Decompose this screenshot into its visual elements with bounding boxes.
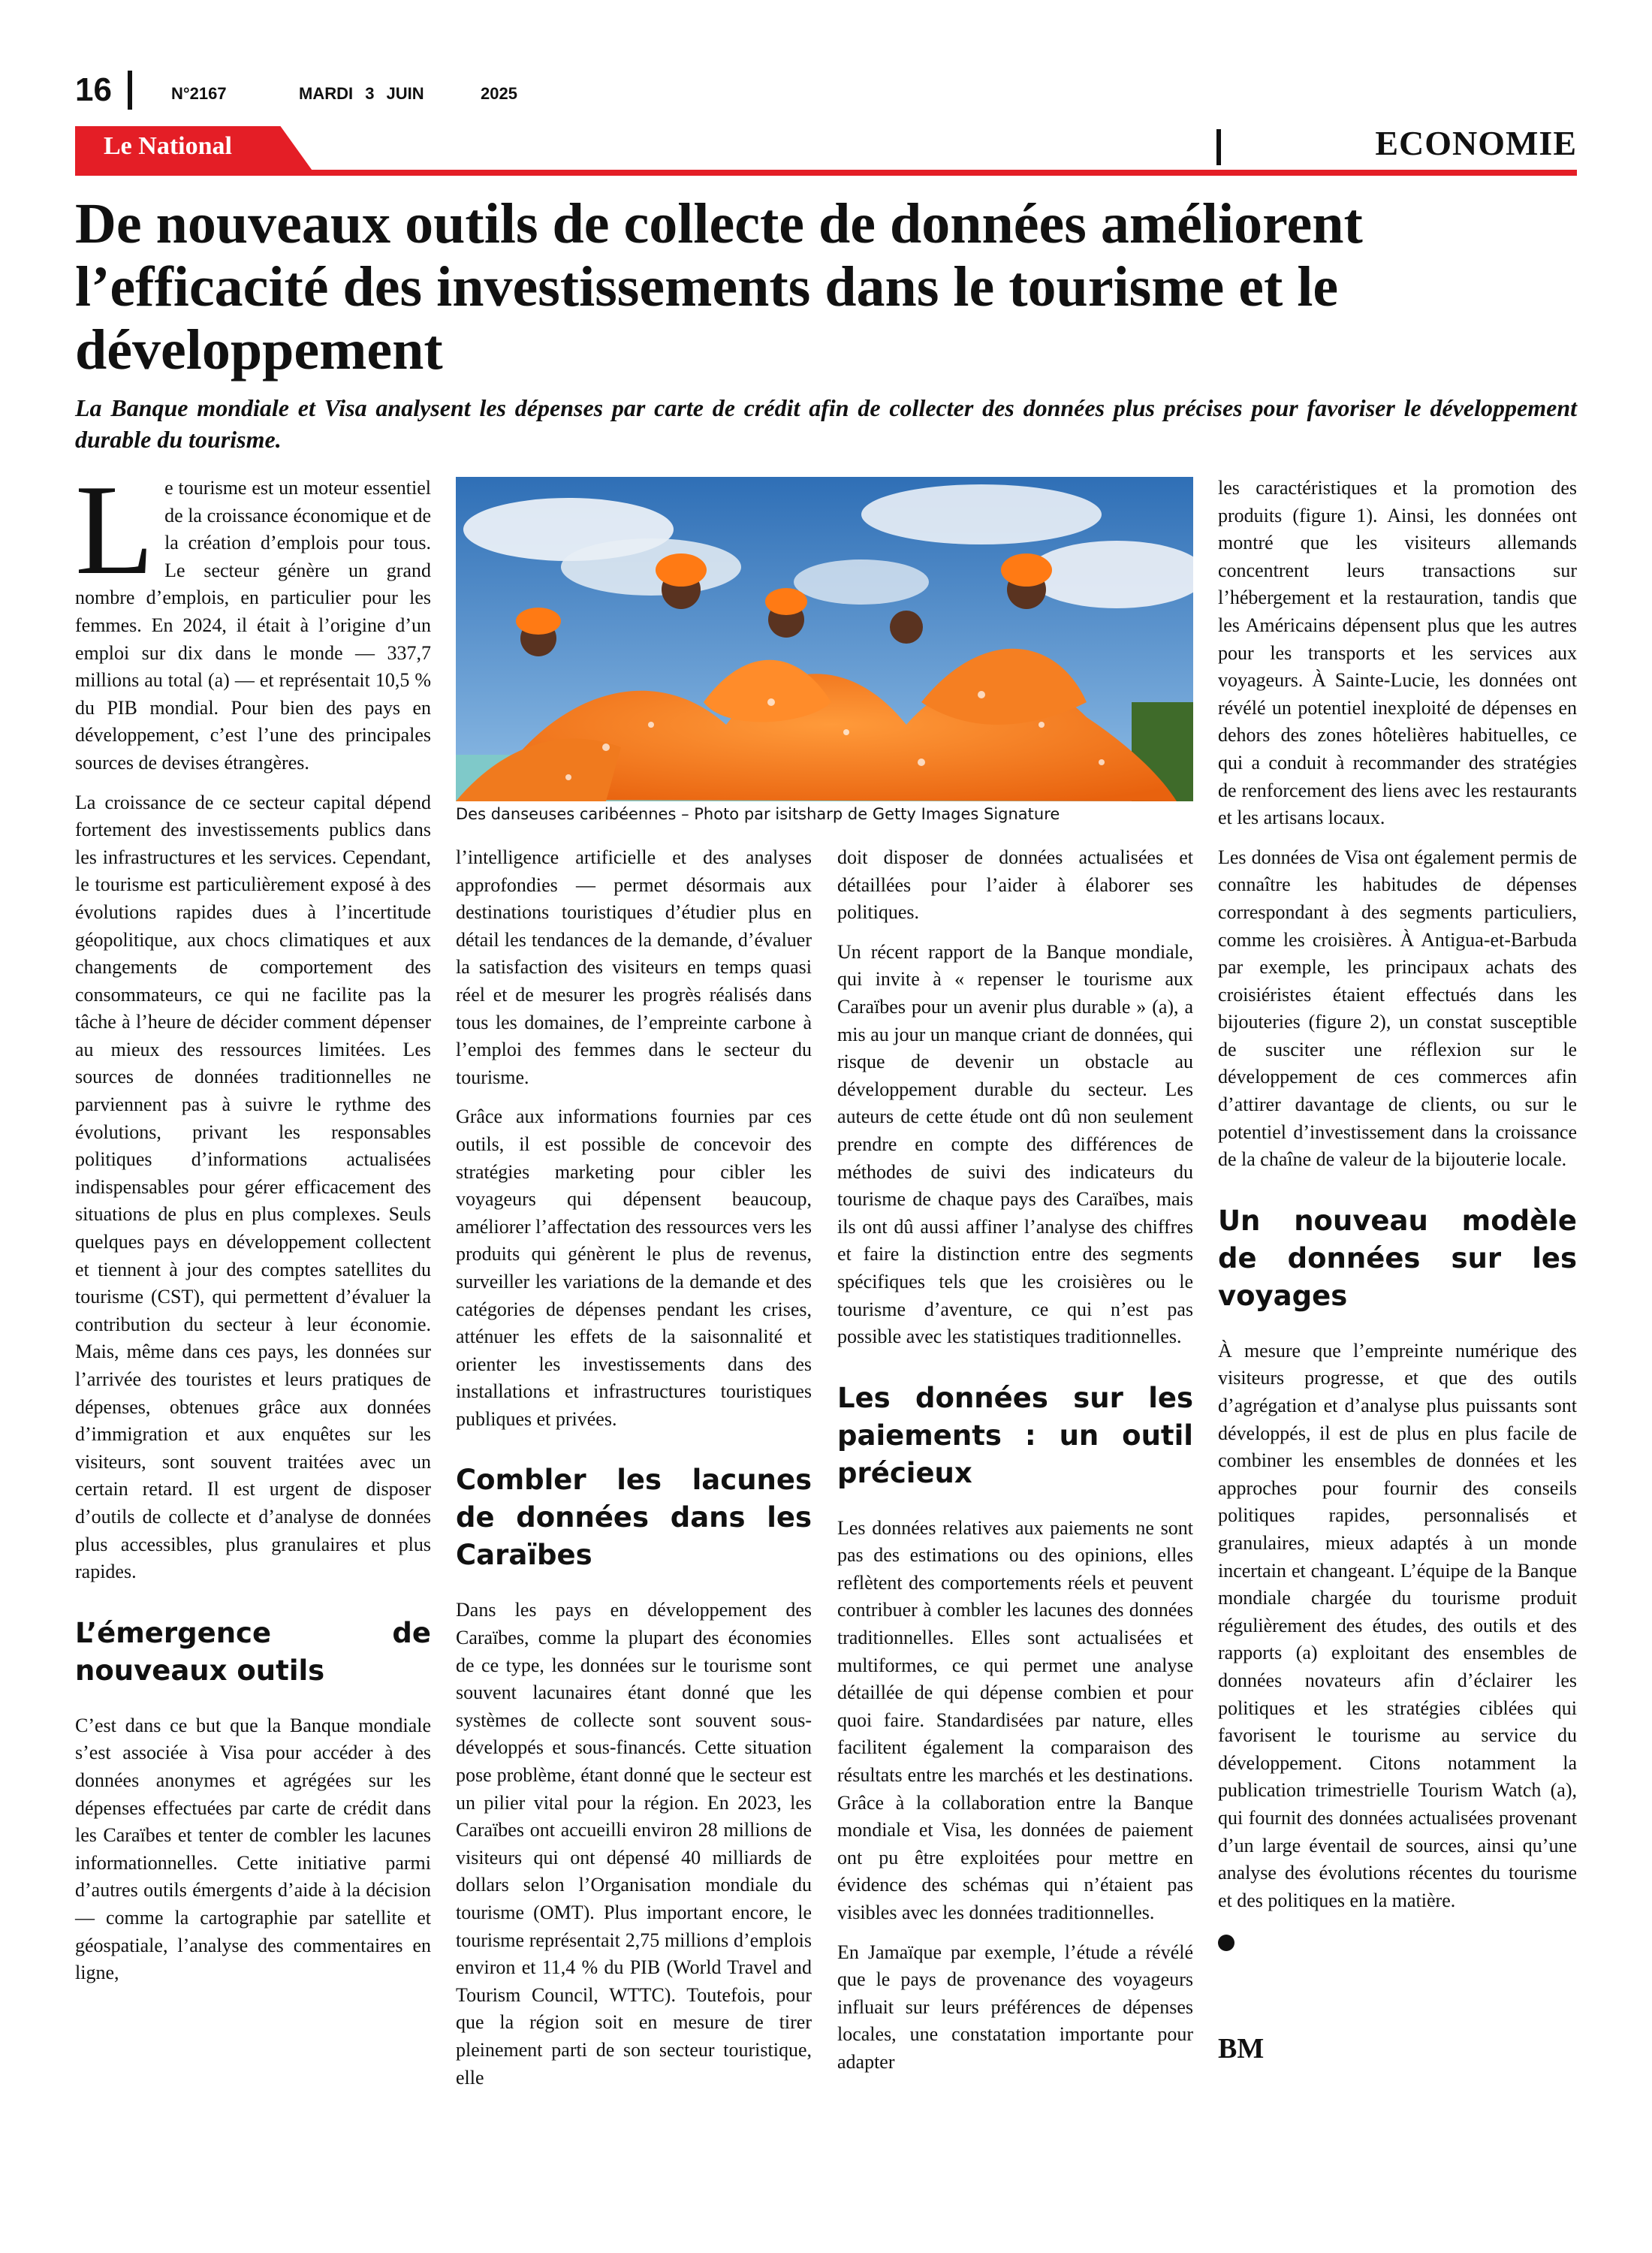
end-mark-icon xyxy=(1218,1935,1234,1951)
paragraph xyxy=(75,459,431,777)
paragraph: Un récent rapport de la Banque mondiale, qui invite à « repenser le tourisme aux Caraïbes pour un avenir plus durable » (a), a mis au jour un manque criant de données, qui risque de devenir un obstacle au développement durable du secteur. Les auteurs de cette étude ont dû non seulement prendre en compte des différences de méthodes de suivi des indicateurs du tourisme de chaque pays des Caraïbes, mais ils ont dû aussi affiner l’analyse des chiffres et faire la distinction entre des segments spécifiques tels que les croisières ou le tourisme d’aventure, ce qui n’est pas possible avec les statistiques traditionnelles. xyxy=(837,940,1193,1348)
subheading: Les données sur les paiements : un outil précieux xyxy=(837,1381,1193,1489)
paragraph: La croissance de ce secteur capital dépend fortement des investissements publics dans les infrastructures et les services. Cependant, le tourisme est particulièrement exposé à des évolutions rapides dues à l’incertitude géopolitique, aux chocs climatiques et aux changements de comportement des consommateurs, ce qui ne facilite pas la tâche à l’heure de décider comment dépenser au mieux des ressources limitées. Les sources de données traditionnelles ne parviennent pas à suivre le rythme des évolutions, privant les responsables politiques d’informations actualisées indispensables pour gérer efficacement des situations de plus en plus complexes. Seuls quelques pays en développement collectent et tiennent à jour des comptes satellites du tourisme (CST), qui permettent d’évaluer la contribution du secteur à leur économie. Mais, même dans ces pays, les données sur l’arrivée des touristes et leurs pratiques de dépenses, obtenues grâce aux données d’immigration et aux enquêtes sur les visiteurs, sont souvent traitées avec un certain retard. Il est urgent de disposer d’outils de collecte et d’analyse de données plus accessibles, plus granulaires et plus rapides. xyxy=(75,791,431,1583)
paragraph: l’intelligence artificielle et des analyses approfondies — permet désormais aux destinations touristiques d’étudier plus en détail les tendances de la demande, d’évaluer la satisfaction des visiteurs en temps quasi réel et de mesurer les progrès réalisés dans tous les domaines, de l’empreinte carbone à l’emploi des femmes dans le secteur du tourisme. xyxy=(456,846,812,1088)
issue-date: MARDI 3 JUIN xyxy=(299,84,424,103)
divider xyxy=(1216,129,1221,165)
page-number: 16 xyxy=(75,71,112,108)
paragraph: À mesure que l’empreinte numérique des visiteurs progresse, et que des outils d’agrégation et d’analyse plus puissants sont développés, il est de plus en plus facile de combiner les ensembles de données et les approches pour fournir des conseils politiques rapides, personnalisés et granulaires, mieux adaptés à un monde incertain et changeant. L’équipe de la Banque mondiale chargée du tourisme produit régulièrement des études, des outils et des rapports (a) exploitant des ensembles de données novateurs afin d’éclairer les politiques et les stratégies ciblées qui favorisent le tourisme au service du développement. Citons notamment la publication trimestrielle Tourism Watch (a), qui fournit des données actualisées provenant d’un large éventail de sources, ainsi qu’une analyse des évolutions récentes du tourisme et des politiques en la matière. xyxy=(1218,1339,1577,1911)
paragraph: C’est dans ce but que la Banque mondiale s’est associée à Visa pour accéder à des données anonymes et agrégées sur les dépenses effectuées par carte de crédit dans les Caraïbes et tenter de combler les lacunes informationnelles. Cette initiative parmi d’autres outils émergents d’aide à la décision — comme la cartographie par satellite et géospatiale, l’analyse des commentaires en ligne, xyxy=(75,1714,431,1984)
paragraph: doit disposer de données actualisées et détaillées pour l’aider à élaborer ses politiques. xyxy=(837,846,1193,924)
deck: La Banque mondiale et Visa analysent les dépenses par carte de crédit afin de collecter des données plus précises pour favoriser le développement durable du tourisme. xyxy=(75,394,1577,453)
end-mark xyxy=(1218,1926,1577,1954)
article-column-3 xyxy=(837,844,1193,2089)
article-column-4 xyxy=(1218,475,1577,2063)
paragraph: les caractéristiques et la promotion des produits (figure 1). Ainsi, les données ont montré que les visiteurs allemands concentrent leurs transactions sur l’hébergement et la restauration, tandis que les Américains dépensent plus que les autres pour les transports et les services aux voyageurs. À Sainte-Lucie, les données ont révélé un potentiel inexploité de dépenses en dehors des zones hôtelières habituelles, ce qui a conduit à recommander des stratégies de renforcement des liens avec les restaurants et les artisans locaux. xyxy=(1218,477,1577,829)
paragraph: Grâce aux informations fournies par ces outils, il est possible de concevoir des stratégies marketing pour cibler les voyageurs qui dépensent beaucoup, améliorer l’affectation des ressources vers les produits qui génèrent le plus de revenus, surveiller les variations de la demande et des catégories de dépenses pendant les crises, atténuer les effets de la saisonnalité et orienter les investissements dans des installations et infrastructures touristiques publiques et privées. xyxy=(456,1105,812,1430)
subheading: L’émergence de nouveaux outils xyxy=(75,1616,431,1687)
issue-year: 2025 xyxy=(481,84,517,103)
photo-caption: Des danseuses caribéennes – Photo par isitsharp de Getty Images Signature xyxy=(456,805,1060,823)
paper-name: Le National xyxy=(104,132,232,160)
intro-text: e tourisme est un moteur essentiel de la croissance économique et de la création d’emplois pour tous. Le secteur génère un grand nombre d’emplois, en particulier pour les femmes. En 2024, il était à l’origine d’un emploi sur dix dans le monde — 337,7 millions au total (a) — et représentait 10,5 % du PIB mondial. Pour bien des pays en développement, c’est l’une des principales sources de devises étrangères. xyxy=(75,477,431,774)
article-column-1 xyxy=(75,459,431,1999)
article-column-2 xyxy=(456,844,812,2104)
paragraph: Les données de Visa ont également permis de connaître les habitudes de dépenses correspondant à des segments particuliers, comme les croisières. À Antigua-et-Barbuda par exemple, les principaux achats des croisiéristes étaient effectués dans les bijouteries (figure 2), un constat susceptible de susciter une réflexion sur le développement de ces commerces afin d’attirer davantage de clients, ou sur le potentiel d’investissement dans la croissance de la chaîne de valeur de la bijouterie locale. xyxy=(1218,846,1577,1171)
author-signature: BM xyxy=(1218,2032,1265,2064)
divider xyxy=(128,71,132,110)
drop-cap: L xyxy=(75,459,155,602)
header-rule xyxy=(75,170,1577,176)
headline: De nouveaux outils de collecte de données améliorent l’efficacité des investissements dans le tourisme et le développement xyxy=(75,192,1363,382)
section-name: ECONOMIE xyxy=(1375,124,1577,162)
issue-number: N°2167 xyxy=(171,84,227,103)
paragraph: Dans les pays en développement des Caraïbes, comme la plupart des économies de ce type, les données sur le tourisme sont souvent lacunaires étant donné que les systèmes de collecte sont souvent sous-développés et sous-financés. Cette situation pose problème, étant donné que le secteur est un pilier vital pour la région. En 2023, les Caraïbes ont accueilli environ 28 millions de visiteurs qui ont dépensé 40 milliards de dollars selon l’Organisation mondiale du tourisme (OMT). Plus important encore, le tourisme représentait 2,75 millions d’emplois environ et 11,4 % du PIB (World Travel and Tourism Council, WTTC). Toutefois, pour que la région soit en mesure de tirer pleinement parti de son secteur touristique, elle xyxy=(456,1599,812,2089)
dancers-photo xyxy=(456,477,1193,801)
paragraph: En Jamaïque par exemple, l’étude a révélé que le pays de provenance des voyageurs influait sur leurs préférences de dépenses locales, une constatation importante pour adapter xyxy=(837,1941,1193,2073)
subheading: Un nouveau modèle de données sur les voyages xyxy=(1218,1204,1577,1312)
subheading: Combler les lacunes de données dans les Caraïbes xyxy=(456,1464,812,1572)
paragraph: Les données relatives aux paiements ne sont pas des estimations ou des opinions, elles reflètent des comportements réels et peuvent contribuer à combler les lacunes des données traditionnelles. Elles sont actualisées et multiformes, ce qui permet une analyse détaillée de qui dépense combien et pour quoi faire. Standardisées par nature, elles facilitent également la comparaison des résultats entre les marchés et les destinations. Grâce à la collaboration entre la Banque mondiale et Visa, les données de paiement ont pu être exploitées pour mettre en évidence des schémas qui n’étaient pas visibles avec les données traditionnelles. xyxy=(837,1516,1193,1923)
